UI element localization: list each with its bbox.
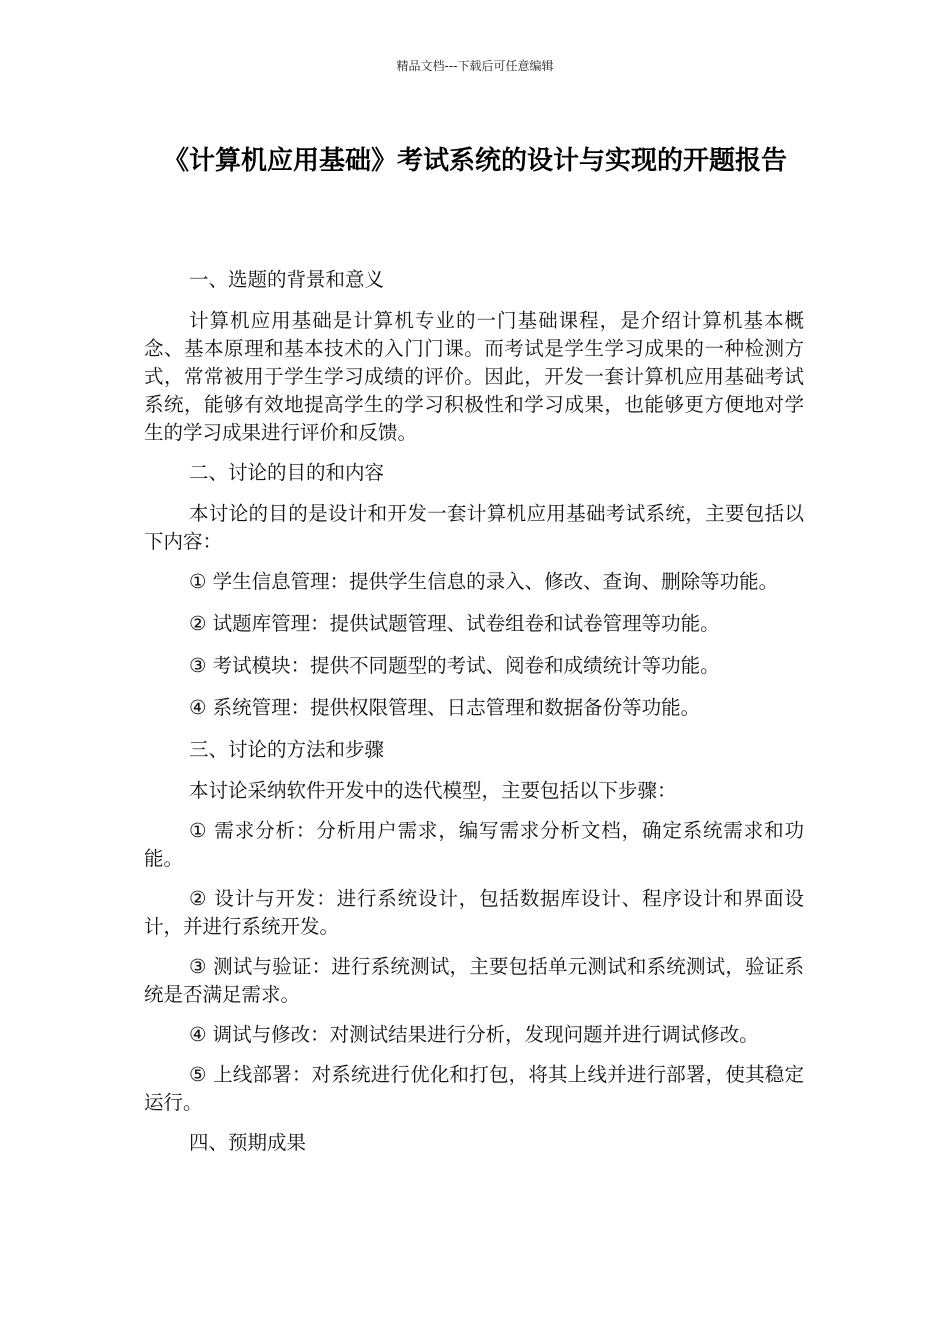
section-1-paragraph: 计算机应用基础是计算机专业的一门基础课程，是介绍计算机基本概念、基本原理和基本技术的入门门课。而考试是学生学习成果的一种检测方式，常常被用于学生学习成绩的评价。因此，开发一套计算机应用基础考试系统，能够有效地提高学生的学习积极性和学习成果，也能够更方便地对学生的学习成果进行评价和反馈。 <box>144 309 804 444</box>
section-3-heading: 三、讨论的方法和步骤 <box>189 738 385 761</box>
document-title: 《计算机应用基础》考试系统的设计与实现的开题报告 <box>162 146 787 176</box>
header-note: 精品文档---下载后可任意编辑 <box>396 59 554 73</box>
section-3-step-3: ③ 测试与验证：进行系统测试，主要包括单元测试和系统测试，验证系统是否满足需求。 <box>144 955 804 1006</box>
section-3-step-5: ⑤ 上线部署：对系统进行优化和打包，将其上线并进行部署，使其稳定运行。 <box>144 1063 804 1114</box>
section-1-heading: 一、选题的背景和意义 <box>189 268 385 291</box>
section-2-item-3: ③ 考试模块：提供不同题型的考试、阅卷和成绩统计等功能。 <box>189 654 720 677</box>
section-2-paragraph: 本讨论的目的是设计和开发一套计算机应用基础考试系统，主要包括以下内容： <box>144 502 804 553</box>
section-3-paragraph: 本讨论采纳软件开发中的迭代模型，主要包括以下步骤： <box>189 779 677 802</box>
document-body <box>144 266 804 1170</box>
section-2-item-4: ④ 系统管理：提供权限管理、日志管理和数据备份等功能。 <box>189 696 701 719</box>
section-2-heading: 二、讨论的目的和内容 <box>189 461 385 484</box>
section-2-item-1: ① 学生信息管理：提供学生信息的录入、修改、查询、删除等功能。 <box>189 570 779 593</box>
section-4-heading: 四、预期成果 <box>189 1131 307 1154</box>
section-3-step-2: ② 设计与开发：进行系统设计，包括数据库设计、程序设计和界面设计，并进行系统开发。 <box>144 887 804 938</box>
section-3-step-4: ④ 调试与修改：对测试结果进行分析，发现问题并进行调试修改。 <box>189 1023 759 1046</box>
section-2-item-2: ② 试题库管理：提供试题管理、试卷组卷和试卷管理等功能。 <box>189 612 720 635</box>
section-3-step-1: ① 需求分析：分析用户需求，编写需求分析文档，确定系统需求和功能。 <box>144 819 804 870</box>
